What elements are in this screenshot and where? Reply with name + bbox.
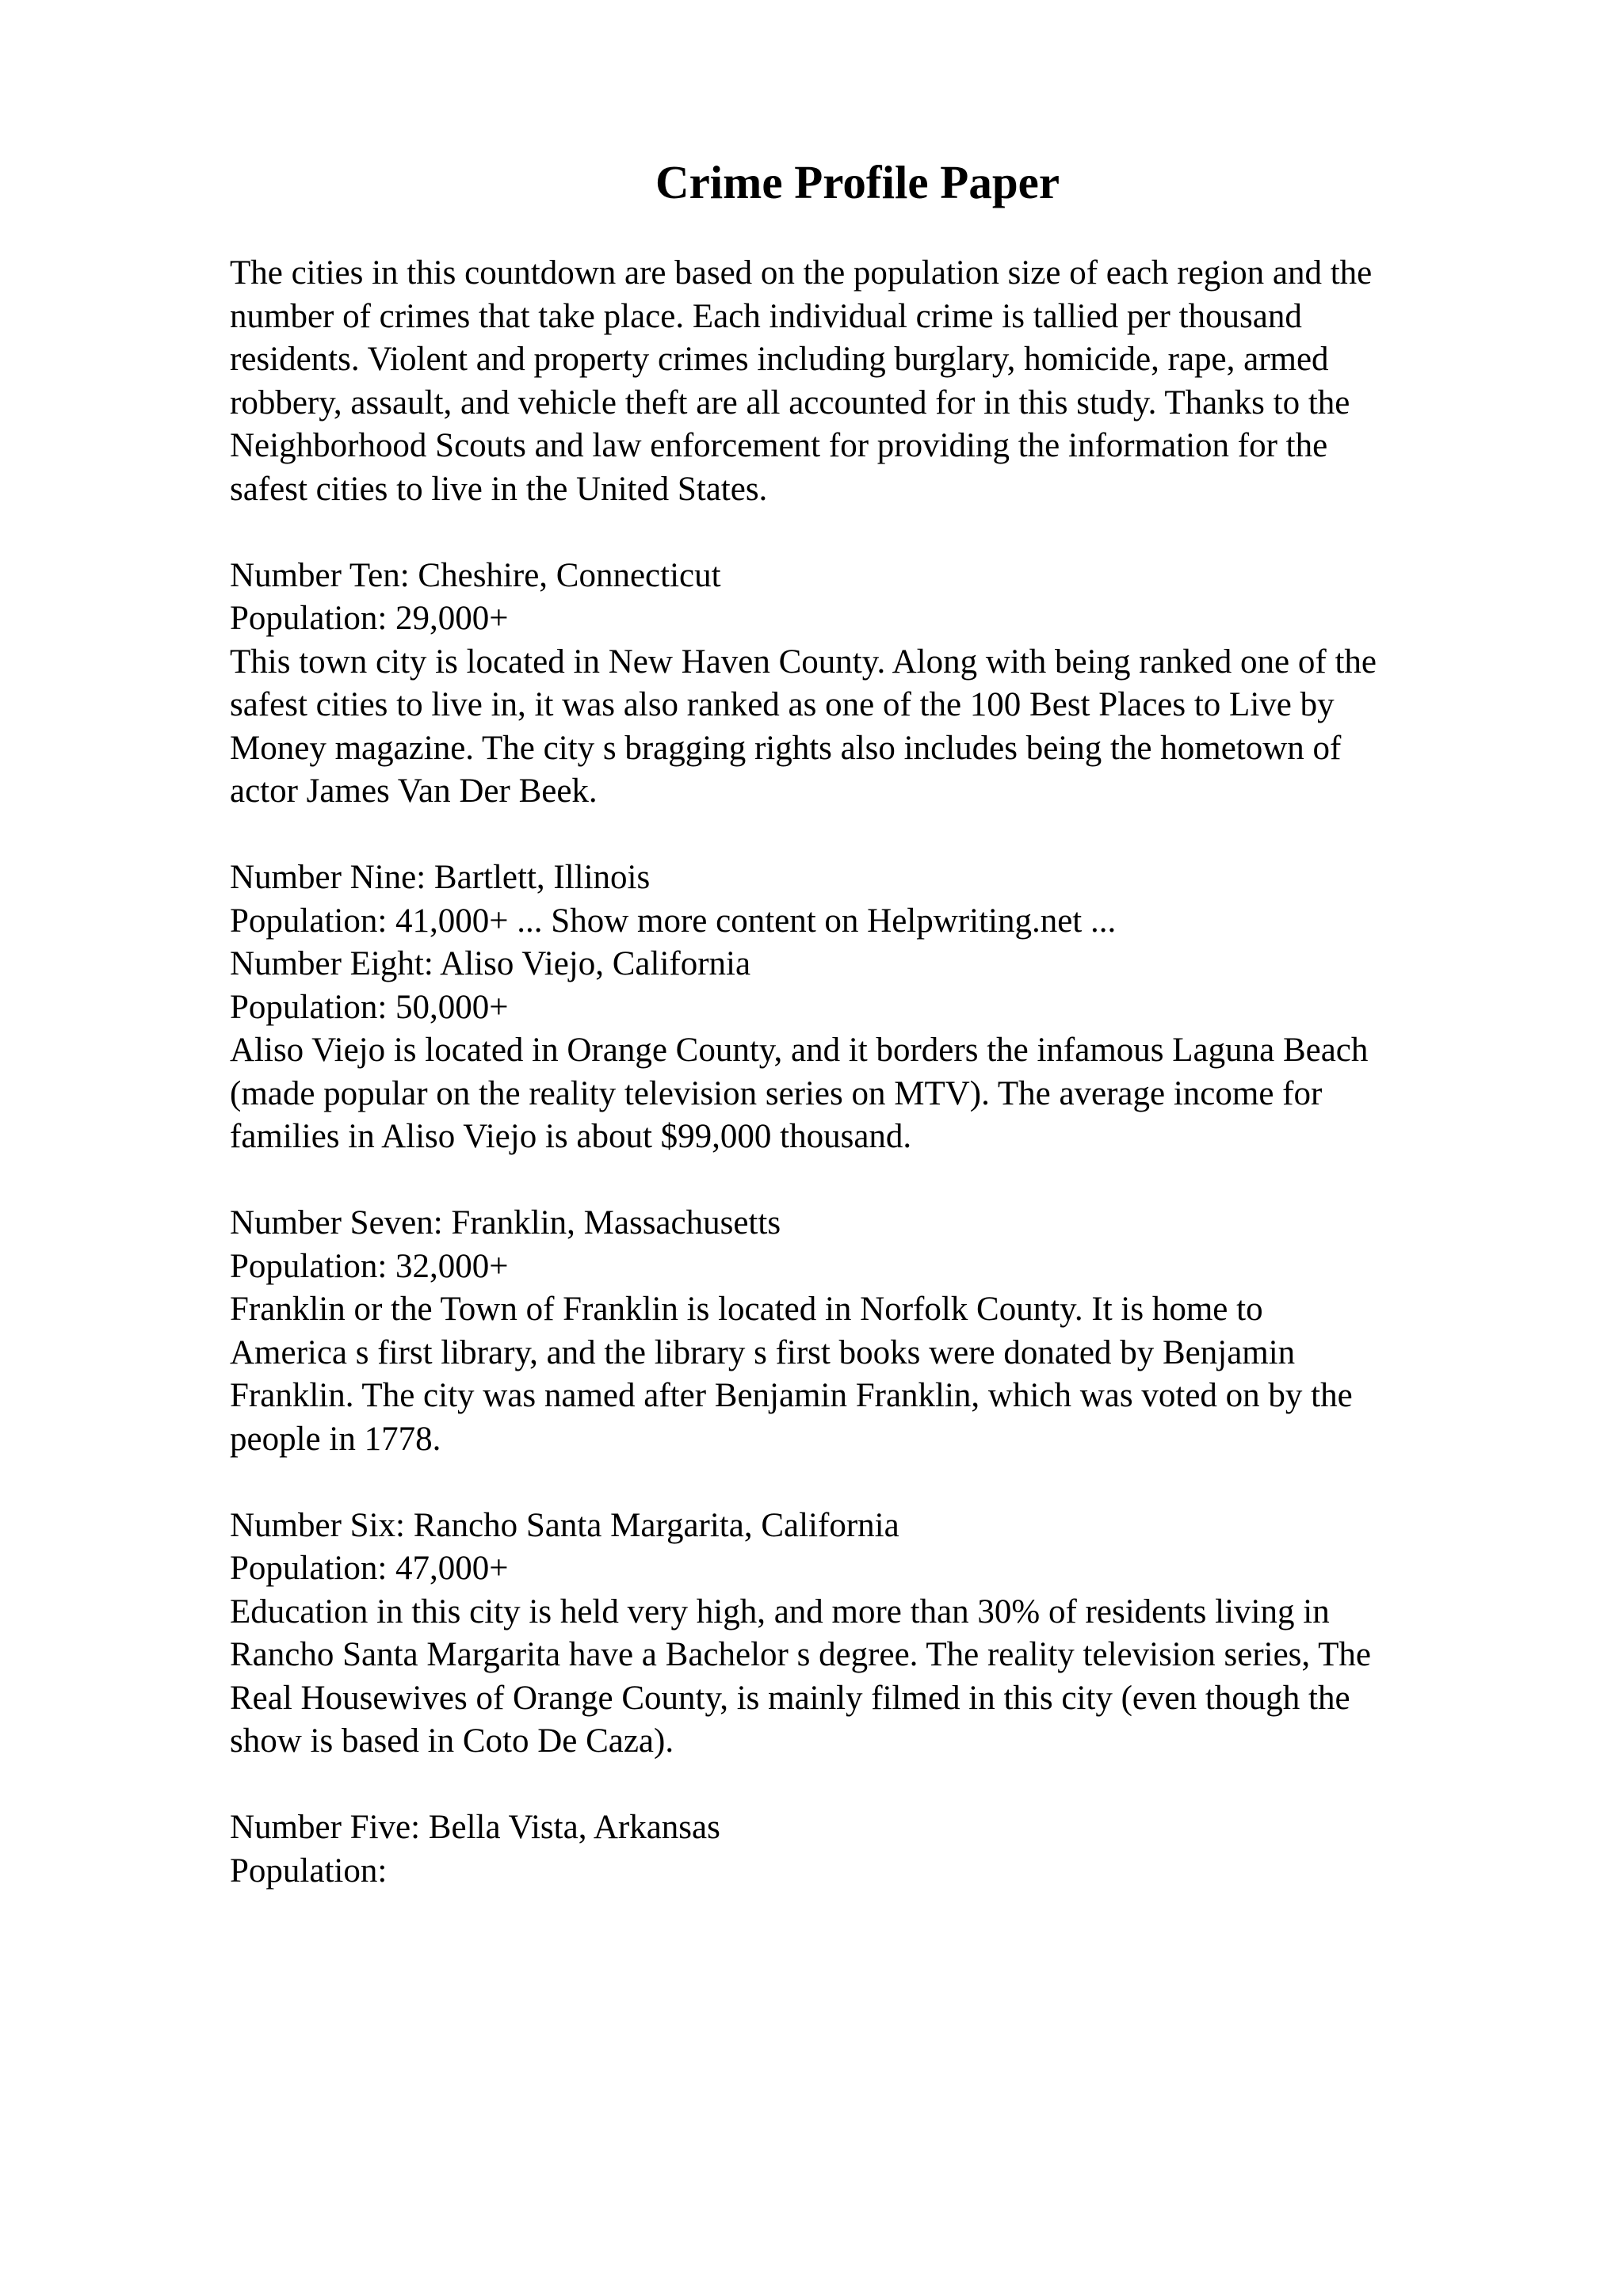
section-body-eight: Aliso Viejo is located in Orange County, and it borders the infamous Laguna Beach (made popular on the reality television series on MTV). The average income for families in Aliso Viejo is about $99,000 thousand. xyxy=(230,1032,1369,1155)
section-heading-eight: Number Eight: Aliso Viejo, California xyxy=(230,945,751,982)
section-population-eight: Population: 50,000+ xyxy=(230,988,509,1026)
section-heading-six: Number Six: Rancho Santa Margarita, California xyxy=(230,1506,899,1544)
section-body-six: Education in this city is held very high, and more than 30% of residents living in Rancho Santa Margarita have a Bachelor s degree. The reality television series, The Real Housewives of Orange County, is mainly filmed in this city (even though the show is based in Coto De Caza). xyxy=(230,1592,1371,1760)
section-population-ten: Population: 29,000+ xyxy=(230,600,509,637)
section-population-six: Population: 47,000+ xyxy=(230,1550,509,1587)
section-heading-five: Number Five: Bella Vista, Arkansas xyxy=(230,1809,720,1846)
section-body-seven: Franklin or the Town of Franklin is located in Norfolk County. It is home to America s first library, and the library s first books were donated by Benjamin Franklin. The city was named after Benjamin Franklin, which was voted on by the people in 1778. xyxy=(230,1291,1353,1458)
paragraph-gap xyxy=(230,814,1498,857)
section-body-ten: This town city is located in New Haven County. Along with being ranked one of the safest cities to live in, it was also ranked as one of the 100 Best Places to Live by Money magazine. The city s bragging rights also includes being the hometown of actor James Van Der Beek. xyxy=(230,643,1377,810)
intro-paragraph: The cities in this countdown are based on the population size of each region and the number of crimes that take place. Each individual crime is tallied per thousand residents. Violent and property crimes including burglary, homicide, rape, armed robbery, assault, and vehicle theft are all accounted for in this study. Thanks to the Neighborhood Scouts and law enforcement for providing the information for the safest cities to live in the United States. xyxy=(230,254,1373,508)
document-page xyxy=(230,151,1498,1893)
section-heading-ten: Number Ten: Cheshire, Connecticut xyxy=(230,556,721,594)
paragraph-gap xyxy=(230,511,1498,555)
section-heading-nine: Number Nine: Bartlett, Illinois xyxy=(230,859,651,896)
section-population-nine: Population: 41,000+ ... Show more content on Helpwriting.net ... xyxy=(230,902,1117,940)
page-title: Crime Profile Paper xyxy=(655,156,1060,208)
paragraph-gap xyxy=(230,1764,1498,1807)
section-population-five: Population: xyxy=(230,1852,388,1890)
paragraph-gap xyxy=(230,1461,1498,1505)
paragraph-gap xyxy=(230,1159,1498,1203)
section-population-seven: Population: 32,000+ xyxy=(230,1247,509,1285)
section-heading-seven: Number Seven: Franklin, Massachusetts xyxy=(230,1204,781,1241)
